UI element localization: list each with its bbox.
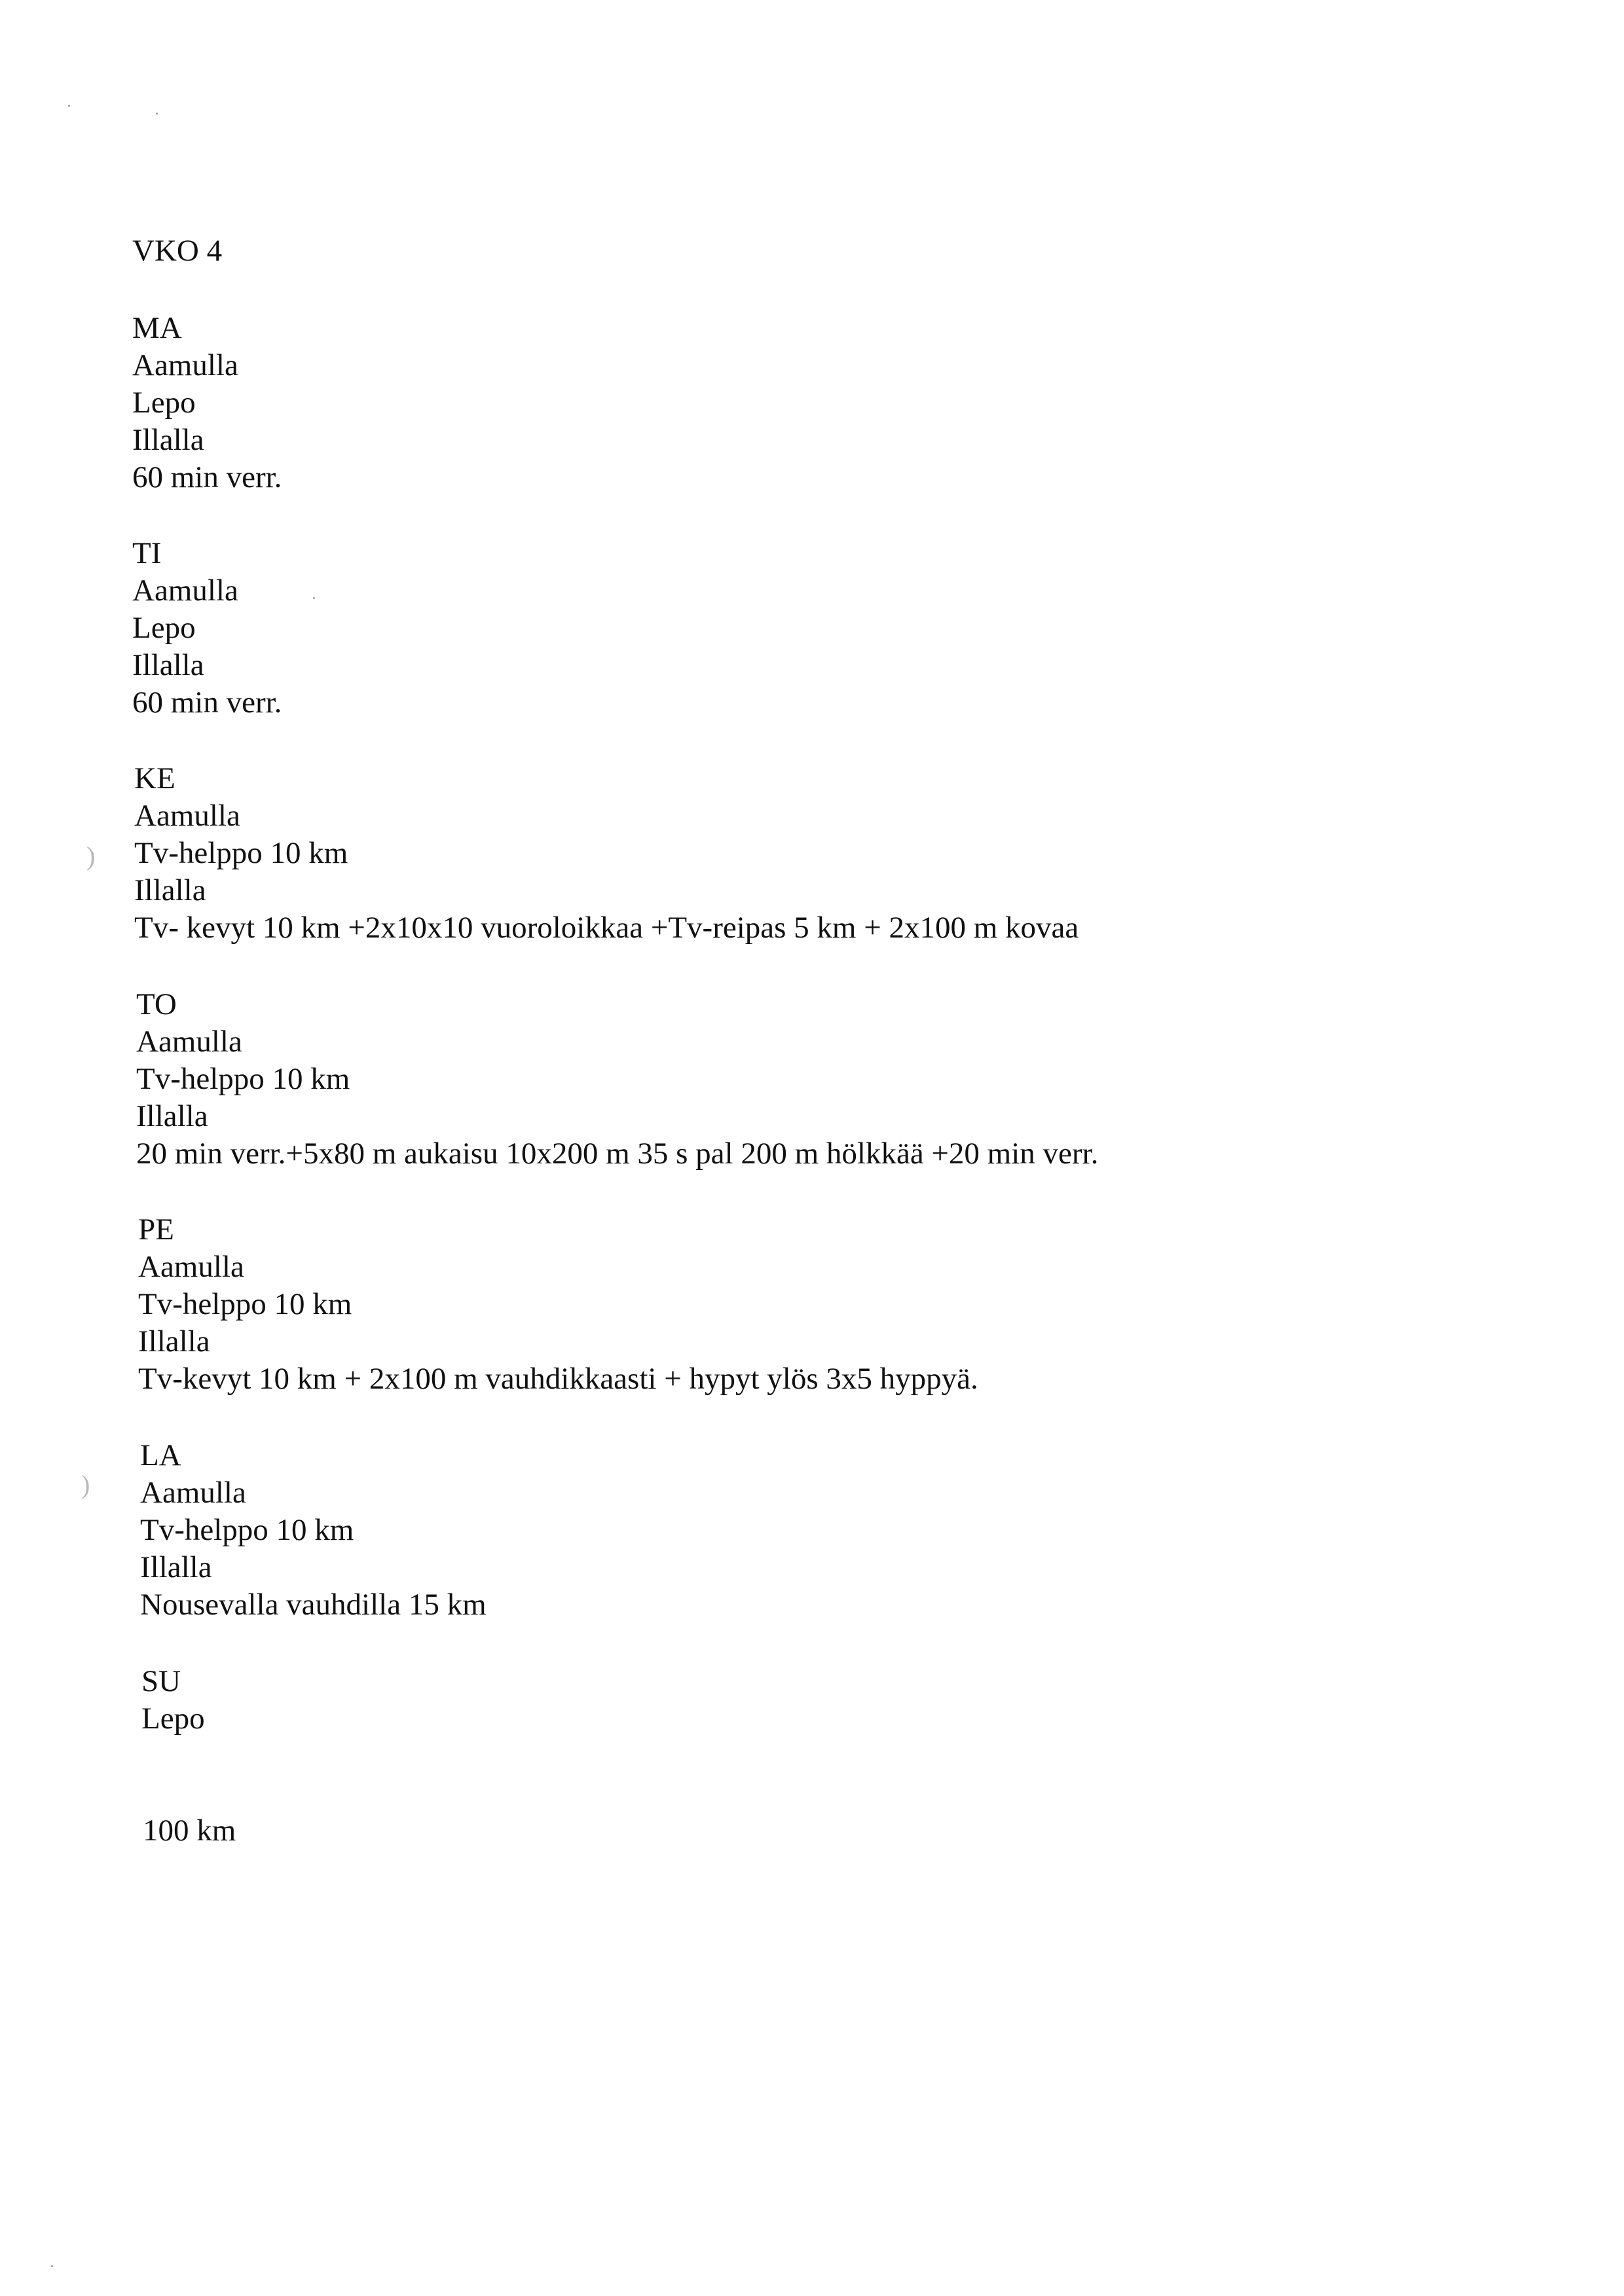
- ke-line-2: Tv-helppo 10 km: [134, 836, 348, 870]
- day-label-pe: PE: [138, 1212, 174, 1247]
- ke-line-1: Aamulla: [134, 799, 240, 833]
- la-line-4: Nousevalla vauhdilla 15 km: [140, 1588, 487, 1622]
- ma-line-2: Lepo: [132, 386, 196, 420]
- punch-hole-mark: ): [86, 841, 96, 871]
- su-line-1: Lepo: [141, 1702, 205, 1736]
- ti-line-1: Aamulla: [132, 574, 238, 608]
- ti-line-3: Illalla: [132, 648, 204, 682]
- day-label-ma: MA: [132, 311, 182, 345]
- day-label-su: SU: [141, 1664, 181, 1698]
- weekly-total: 100 km: [143, 1813, 236, 1848]
- scan-speck: [68, 105, 70, 107]
- week-heading: VKO 4: [132, 234, 223, 268]
- scan-speck: [313, 597, 315, 599]
- ke-line-3: Illalla: [134, 873, 206, 907]
- scan-speck: [51, 2265, 53, 2267]
- punch-hole-mark: ): [81, 1470, 90, 1499]
- to-line-2: Tv-helppo 10 km: [136, 1062, 350, 1096]
- day-label-ke: KE: [134, 761, 175, 795]
- to-line-4: 20 min verr.+5x80 m aukaisu 10x200 m 35 s pal 200 m hölkkää +20 min verr.: [136, 1137, 1099, 1171]
- ma-line-1: Aamulla: [132, 348, 238, 382]
- pe-line-4: Tv-kevyt 10 km + 2x100 m vauhdikkaasti + hypyt ylös 3x5 hyppyä.: [138, 1362, 978, 1396]
- pe-line-3: Illalla: [138, 1324, 210, 1358]
- ma-line-3: Illalla: [132, 423, 204, 457]
- ma-line-4: 60 min verr.: [132, 460, 282, 494]
- la-line-1: Aamulla: [140, 1476, 246, 1510]
- la-line-2: Tv-helppo 10 km: [140, 1513, 354, 1547]
- to-line-3: Illalla: [136, 1099, 208, 1133]
- to-line-1: Aamulla: [136, 1025, 242, 1059]
- day-label-ti: TI: [132, 536, 162, 570]
- scan-speck: [156, 113, 158, 115]
- la-line-3: Illalla: [140, 1550, 212, 1584]
- ke-line-4: Tv- kevyt 10 km +2x10x10 vuoroloikkaa +Tv-reipas 5 km + 2x100 m kovaa: [134, 911, 1079, 945]
- pe-line-2: Tv-helppo 10 km: [138, 1287, 352, 1321]
- day-label-to: TO: [136, 987, 177, 1021]
- ti-line-2: Lepo: [132, 611, 196, 645]
- ti-line-4: 60 min verr.: [132, 685, 282, 720]
- pe-line-1: Aamulla: [138, 1250, 244, 1284]
- day-label-la: LA: [140, 1438, 181, 1472]
